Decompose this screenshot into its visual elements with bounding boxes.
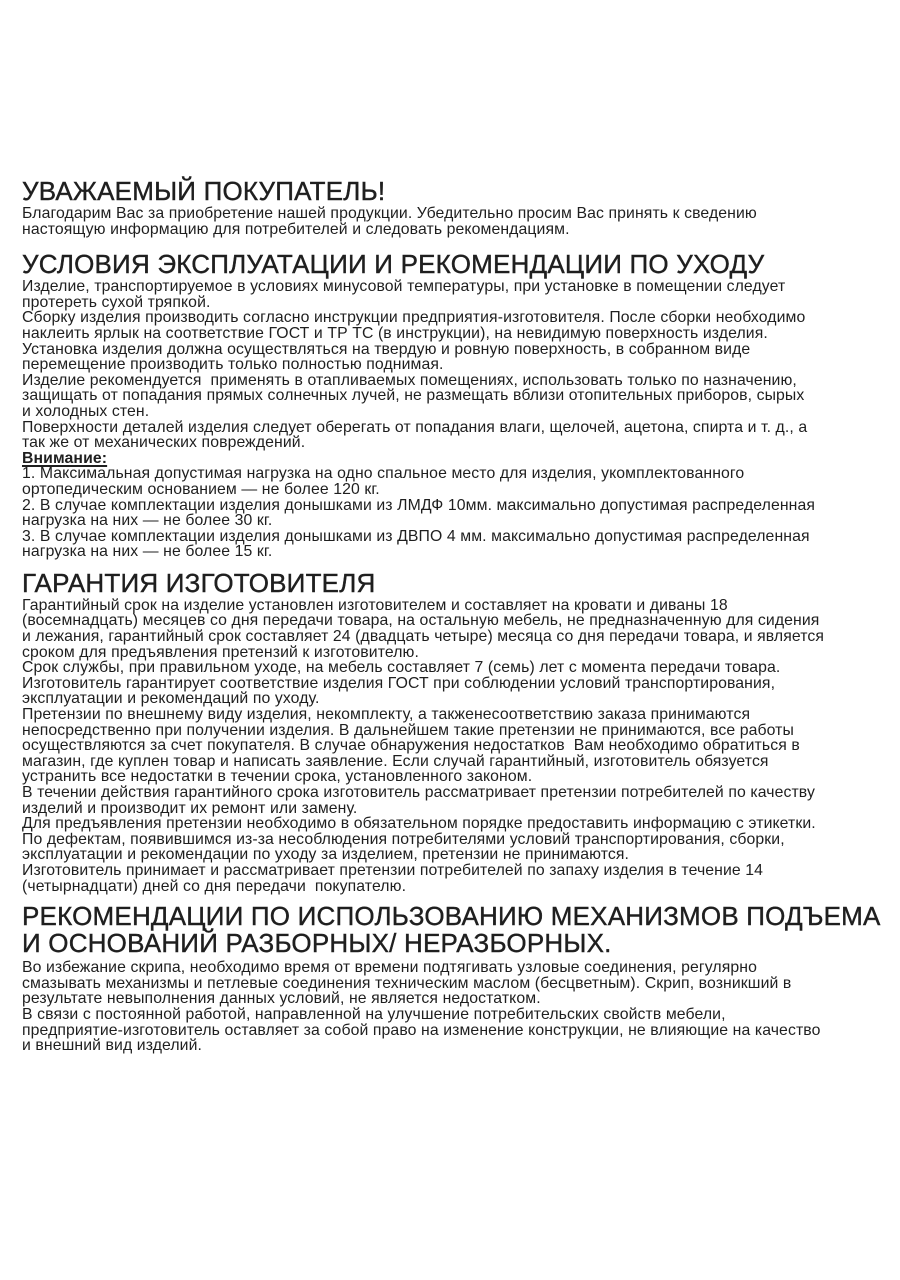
text-line: нагрузка на них — не более 30 кг. (22, 512, 273, 530)
section-warranty (22, 567, 886, 895)
text-line: и лежания, гарантийный срок составляет 24 (двадцать четыре) месяца со дня передачи товара, и является (22, 628, 825, 646)
text-line: В течении действия гарантийного срока изготовитель рассматривает претензии потребителей по качеству (22, 784, 815, 801)
text-line: непосредственно при получении изделия. В дальнейшем такие претензии не принимаются, все работы (22, 721, 794, 739)
text-line: настоящую информацию для потребителей и следовать рекомендациям. (22, 220, 570, 238)
text-line: 3. В случае комплектации изделия донышками из ДВПО 4 мм. максимально допустимая распределенная (22, 527, 810, 545)
text-line: Сборку изделия производить согласно инструкции предприятия-изготовителя. После сборки необходимо (22, 309, 806, 327)
text-line: и холодных стен. (22, 402, 150, 420)
warranty-heading: ГАРАНТИЯ ИЗГОТОВИТЕЛЯ (22, 567, 376, 598)
heading-line: РЕКОМЕНДАЦИИ ПО ИСПОЛЬЗОВАНИЮ МЕХАНИЗМОВ ПОДЪЕМА (22, 901, 881, 932)
text-line: смазывать механизмы и петлевые соединения техническим маслом (бесцветным). Скрип, возникший в (22, 974, 792, 992)
text-line: Срок службы, при правильном уходе, на мебель составляет 7 (семь) лет с момента передачи товара. (22, 659, 781, 677)
text-line: устранить все недостатки в течении срока, установленного законом. (22, 768, 533, 786)
greeting-body (22, 206, 886, 237)
usage-conditions-body (22, 279, 886, 451)
text-line: 2. В случае комплектации изделия донышками из ЛМДФ 10мм. максимально допустимая распределенная (22, 496, 816, 514)
text-line: Гарантийный срок на изделие установлен изготовителем и составляет на кровати и диваны 18 (22, 596, 728, 614)
text-line: сроком для предъявления претензий к изготовителю. (22, 643, 419, 661)
text-line: Изготовитель гарантирует соответствие изделия ГОСТ при соблюдении условий транспортирования, (22, 674, 776, 692)
mechanisms-body (22, 960, 886, 1054)
text-line: нагрузка на них — не более 15 кг. (22, 543, 273, 561)
text-line: защищать от попадания прямых солнечных лучей, не размещать вблизи отопительных приборов, сырых (22, 387, 805, 405)
text-line: Изделие рекомендуется применять в отапливаемых помещениях, использовать только по назначению, (22, 371, 797, 389)
usage-conditions-heading: УСЛОВИЯ ЭКСПЛУАТАЦИИ И РЕКОМЕНДАЦИИ ПО УХОДУ (22, 249, 765, 280)
text-line: Изделие, транспортируемое в условиях минусовой температуры, при установке в помещении следует (22, 278, 786, 296)
text-line: эксплуатации и рекомендаций по уходу. (22, 690, 320, 708)
text-line: Изготовитель принимает и рассматривает претензии потребителей по запаху изделия в течение 14 (22, 861, 764, 879)
section-usage-conditions (22, 251, 886, 560)
heading-line: И ОСНОВАНИЙ РАЗБОРНЫХ/ НЕРАЗБОРНЫХ. (22, 928, 612, 959)
text-line: перемещение производить только полностью поднимая. (22, 356, 444, 374)
text-line: Для предъявления претензии необходимо в обязательном порядке предоставить информацию с этикетки. (22, 815, 816, 833)
text-line: Поверхности деталей изделия следует оберегать от попадания влаги, щелочей, ацетона, спирта и т. д., а (22, 418, 808, 436)
text-line: По дефектам, появившимся из-за несоблюдения потребителями условий транспортирования, сборки, (22, 830, 785, 848)
warranty-body (22, 598, 886, 894)
text-line: (восемнадцать) месяцев со дня передачи товара, на остальную мебель, не предназначенную для сидения (22, 612, 820, 630)
text-line: осуществляются за счет покупателя. В случае обнаружения недостатков Вам необходимо обратиться в (22, 737, 800, 755)
text-line: Во избежание скрипа, необходимо время от времени подтягивать узловые соединения, регулярно (22, 959, 757, 977)
attention-label: Внимание: (22, 449, 108, 467)
section-greeting (22, 178, 886, 237)
text-line: В связи с постоянной работой, направленной на улучшение потребительских свойств мебели, (22, 1005, 726, 1023)
text-line: предприятие-изготовитель оставляет за собой право на изменение конструкции, не влияющие на качество (22, 1021, 821, 1039)
text-line: магазин, где куплен товар и написать заявление. Если случай гарантийный, изготовитель обязуется (22, 752, 769, 770)
text-line: и внешний вид изделий. (22, 1037, 203, 1055)
text-line: Претензии по внешнему виду изделия, некомплекту, а такженесоответствию заказа принимаются (22, 706, 751, 724)
attention-list (22, 466, 886, 560)
text-line: так же от механических повреждений. (22, 434, 306, 452)
text-line: результате невыполнения данных условий, не является недостатком. (22, 990, 541, 1008)
text-line: Установка изделия должна осуществляться на твердую и ровную поверхность, в собранном виде (22, 340, 751, 358)
text-line: 1. Максимальная допустимая нагрузка на одно спальное место для изделия, укомплектованного (22, 465, 745, 483)
text-line: наклеить ярлык на соответствие ГОСТ и ТР ТС (в инструкции), на невидимую поверхность изделия. (22, 324, 768, 342)
greeting-heading: УВАЖАЕМЫЙ ПОКУПАТЕЛЬ! (22, 176, 386, 206)
text-line: Благодарим Вас за приобретение нашей продукции. Убедительно просим Вас принять к сведению (22, 205, 757, 222)
text-line: эксплуатации и рекомендации по уходу за изделием, претензии не принимаются. (22, 846, 629, 864)
text-line: изделий и производит их ремонт или замену. (22, 799, 358, 817)
text-line: протереть сухой тряпкой. (22, 293, 211, 311)
text-line: ортопедическим основанием — не более 120 кг. (22, 480, 380, 498)
section-mechanisms-recommendations (22, 903, 886, 1054)
mechanisms-heading (22, 903, 886, 957)
text-line: (четырнадцати) дней со дня передачи покупателю. (22, 877, 407, 895)
